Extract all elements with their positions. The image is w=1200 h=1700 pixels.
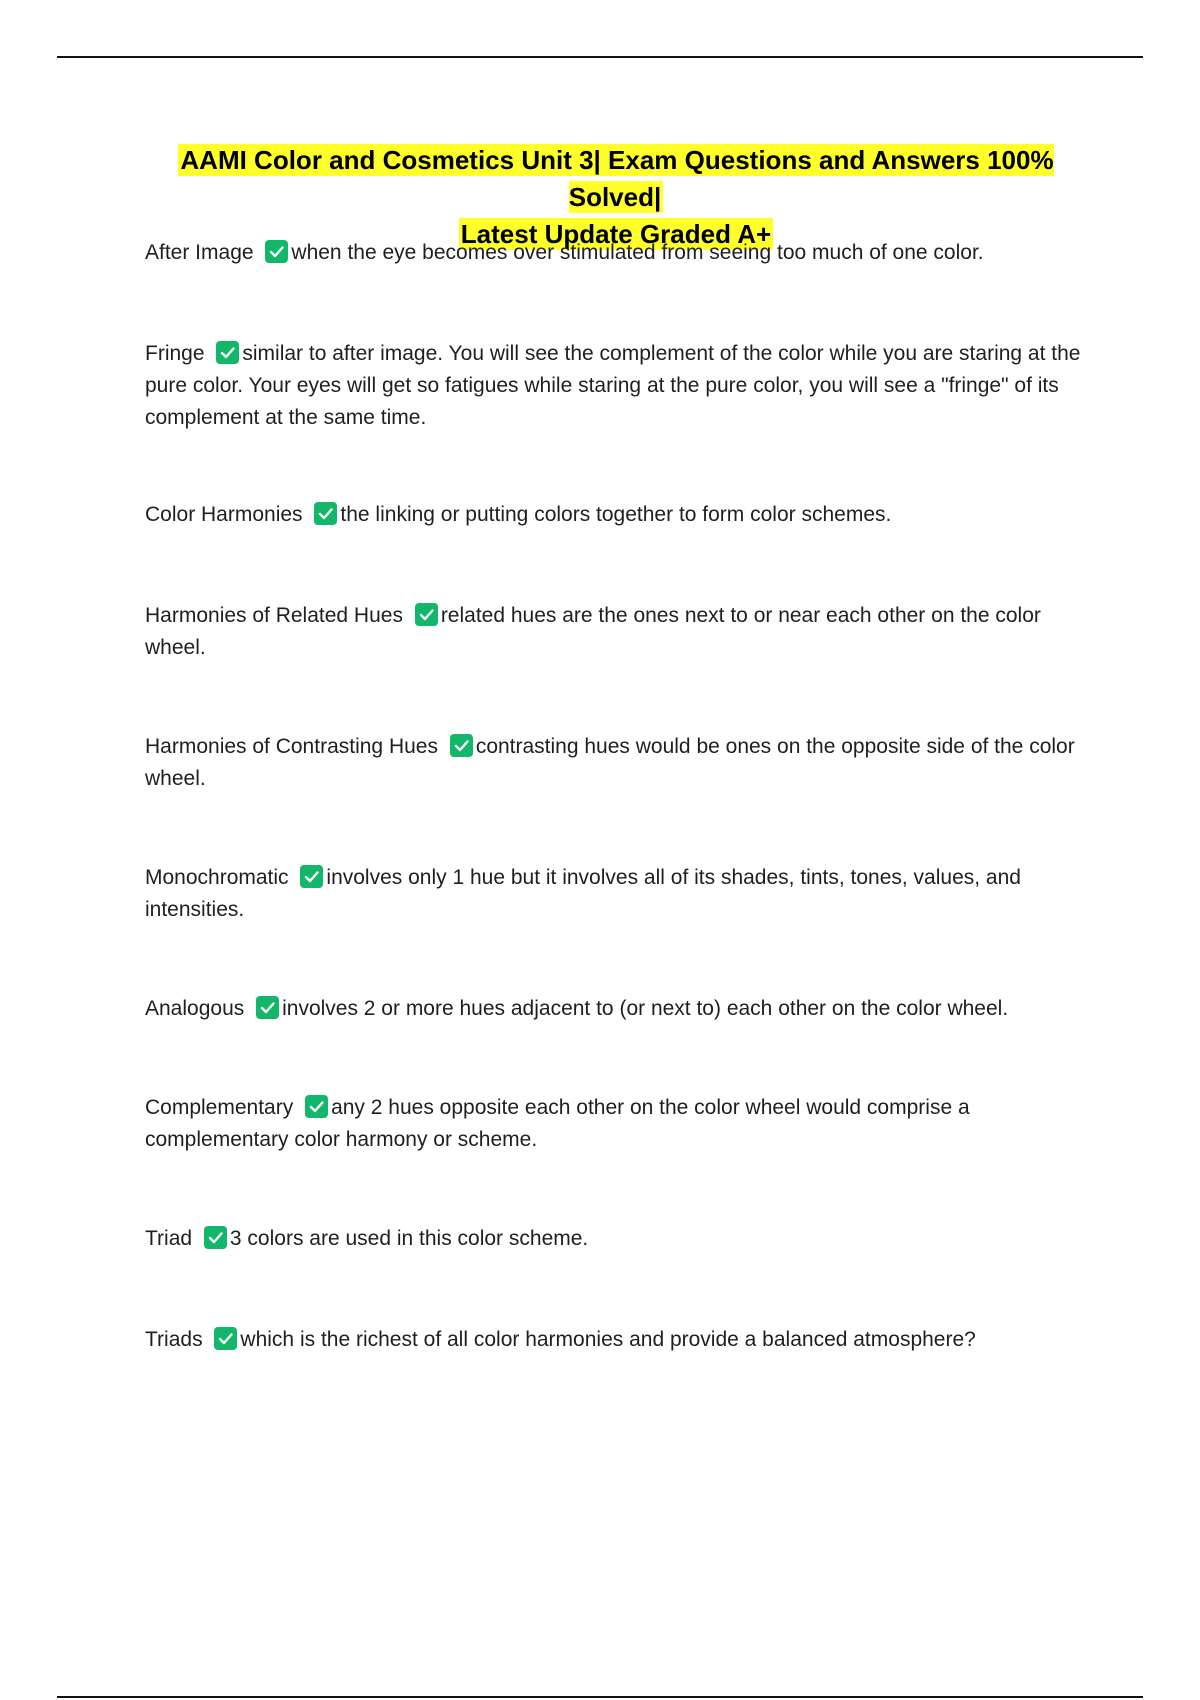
qa-entry-related-hues [145,600,1085,664]
entry-definition: involves 2 or more hues adjacent to (or next to) each other on the color wheel. [282,997,1009,1020]
title-line-2: Latest Update Graded A+ [460,219,772,249]
header-rule [57,56,1143,58]
entry-term: Triad [145,1227,193,1250]
entry-definition: any 2 hues opposite each other on the color wheel would comprise a complementary color harmony or scheme. [145,1096,970,1151]
checkmark-icon [450,734,473,757]
entry-definition: the linking or putting colors together to form color schemes. [340,503,892,526]
entry-term: Analogous [145,997,245,1020]
qa-entry-contrasting-hues [145,731,1085,795]
entry-definition: which is the richest of all color harmonies and provide a balanced atmosphere? [240,1328,976,1351]
entry-definition: when the eye becomes over stimulated from seeing too much of one color. [291,241,984,264]
footer-rule [57,1696,1143,1698]
entry-definition: similar to after image. You will see the complement of the color while you are staring at the pure color. Your eyes will get so fatigues while staring at the pure color, you will see a "fringe" of its complement at the same time. [145,342,1081,429]
qa-entry-triad [145,1223,1085,1255]
checkmark-icon [204,1226,227,1249]
qa-entry-fringe [145,338,1085,434]
entry-definition: contrasting hues would be ones on the opposite side of the color wheel. [145,735,1075,790]
entry-term: Monochromatic [145,866,289,889]
checkmark-icon [214,1327,237,1350]
qa-entry-monochromatic [145,862,1085,926]
qa-entry-color-harmonies [145,499,1085,531]
entry-term: After Image [145,241,254,264]
qa-entry-triads [145,1324,1085,1356]
entry-definition: 3 colors are used in this color scheme. [229,1227,589,1250]
entry-definition: involves only 1 hue but it involves all of its shades, tints, tones, values, and intensities. [145,866,1021,921]
title-line-1: AAMI Color and Cosmetics Unit 3| Exam Questions and Answers 100% Solved| [180,145,1054,212]
checkmark-icon [305,1095,328,1118]
entry-term: Complementary [145,1096,294,1119]
entry-term: Color Harmonies [145,503,303,526]
checkmark-icon [216,341,239,364]
qa-entry-analogous [145,993,1085,1025]
entry-term: Harmonies of Contrasting Hues [145,735,438,758]
entry-term: Harmonies of Related Hues [145,604,403,627]
checkmark-icon [415,603,438,626]
qa-entry-after-image [145,237,1085,269]
checkmark-icon [265,240,288,263]
entry-term: Fringe [145,342,205,365]
entry-term: Triads [145,1328,203,1351]
checkmark-icon [300,865,323,888]
checkmark-icon [314,502,337,525]
checkmark-icon [256,996,279,1019]
entry-definition: related hues are the ones next to or near each other on the color wheel. [145,604,1041,659]
qa-entry-complementary [145,1092,1085,1156]
